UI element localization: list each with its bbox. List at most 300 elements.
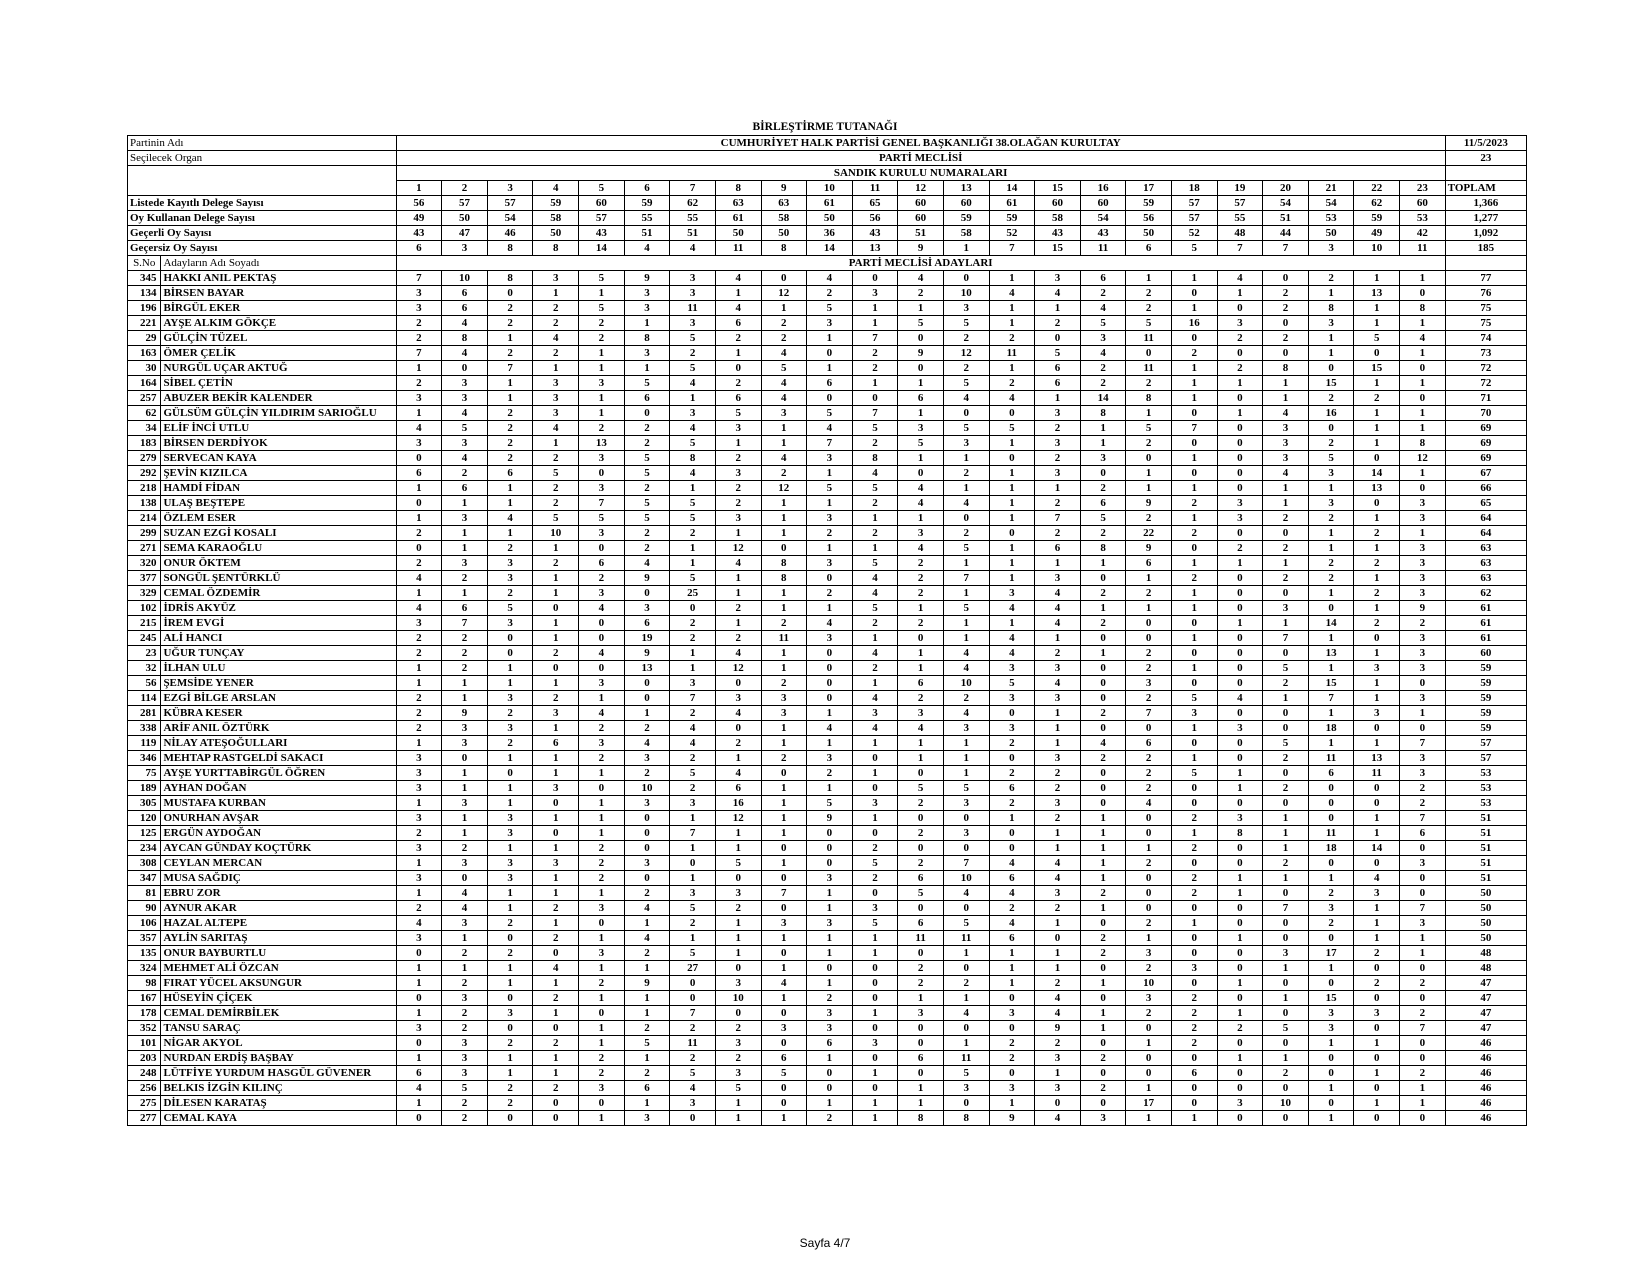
candidate-total: 50 xyxy=(1445,886,1526,901)
vote-count: 3 xyxy=(442,376,488,391)
vote-count: 2 xyxy=(1080,361,1126,376)
candidate-total: 70 xyxy=(1445,406,1526,421)
candidate-total: 71 xyxy=(1445,391,1526,406)
vote-count: 0 xyxy=(533,1021,579,1036)
vote-count: 2 xyxy=(624,526,670,541)
vote-count: 1 xyxy=(989,541,1035,556)
vote-count: 1 xyxy=(442,766,488,781)
vote-count: 2 xyxy=(396,706,442,721)
vote-count: 2 xyxy=(396,556,442,571)
vote-count: 3 xyxy=(1308,316,1354,331)
vote-count: 2 xyxy=(1354,586,1400,601)
candidate-sno: 62 xyxy=(128,406,161,421)
candidate-sno: 30 xyxy=(128,361,161,376)
vote-count: 2 xyxy=(898,796,944,811)
vote-count: 3 xyxy=(670,286,716,301)
vote-count: 4 xyxy=(989,286,1035,301)
vote-count: 1 xyxy=(396,511,442,526)
table-row xyxy=(128,691,1527,706)
vote-count: 2 xyxy=(579,751,625,766)
vote-count: 3 xyxy=(396,766,442,781)
vote-count: 3 xyxy=(1080,331,1126,346)
vote-count: 4 xyxy=(624,736,670,751)
vote-count: 5 xyxy=(943,601,989,616)
vote-count: 2 xyxy=(1217,1021,1263,1036)
vote-count: 1 xyxy=(1035,706,1081,721)
vote-count: 1 xyxy=(487,841,533,856)
vote-count: 1 xyxy=(807,886,853,901)
vote-count: 1 xyxy=(533,631,579,646)
vote-count: 1 xyxy=(396,856,442,871)
vote-count: 5 xyxy=(624,496,670,511)
vote-count: 1 xyxy=(670,391,716,406)
candidate-name: MUSTAFA KURBAN xyxy=(161,796,396,811)
vote-count: 5 xyxy=(670,766,716,781)
vote-count: 1 xyxy=(989,961,1035,976)
vote-count: 1 xyxy=(1400,706,1446,721)
stats-value: 61 xyxy=(807,196,853,211)
vote-count: 0 xyxy=(1354,856,1400,871)
vote-count: 2 xyxy=(487,1081,533,1096)
vote-count: 0 xyxy=(1080,1036,1126,1051)
vote-count: 2 xyxy=(989,901,1035,916)
candidate-name: NİLAY ATEŞOĞULLARI xyxy=(161,736,396,751)
vote-count: 2 xyxy=(442,661,488,676)
vote-count: 0 xyxy=(852,1081,898,1096)
vote-count: 5 xyxy=(533,466,579,481)
vote-count: 2 xyxy=(1171,571,1217,586)
candidate-sno: 56 xyxy=(128,676,161,691)
vote-count: 1 xyxy=(1171,481,1217,496)
candidate-name: NİGAR AKYOL xyxy=(161,1036,396,1051)
stats-value: 57 xyxy=(579,211,625,226)
vote-count: 0 xyxy=(852,751,898,766)
stats-value: 50 xyxy=(761,226,807,241)
candidate-sno: 120 xyxy=(128,811,161,826)
vote-count: 5 xyxy=(761,1066,807,1081)
vote-count: 0 xyxy=(579,661,625,676)
vote-count: 3 xyxy=(761,691,807,706)
vote-count: 0 xyxy=(1217,586,1263,601)
candidate-name: HÜSEYİN ÇİÇEK xyxy=(161,991,396,1006)
vote-count: 5 xyxy=(943,781,989,796)
vote-count: 1 xyxy=(1171,301,1217,316)
vote-count: 1 xyxy=(898,451,944,466)
stats-value: 10 xyxy=(1354,241,1400,256)
vote-count: 2 xyxy=(943,331,989,346)
vote-count: 5 xyxy=(1263,661,1309,676)
candidate-total: 47 xyxy=(1445,1006,1526,1021)
vote-count: 2 xyxy=(852,361,898,376)
candidate-total: 63 xyxy=(1445,571,1526,586)
vote-count: 1 xyxy=(396,1051,442,1066)
stats-value: 58 xyxy=(761,211,807,226)
vote-count: 3 xyxy=(807,511,853,526)
vote-count: 0 xyxy=(1126,346,1172,361)
stats-value: 60 xyxy=(898,196,944,211)
vote-count: 2 xyxy=(579,571,625,586)
vote-count: 2 xyxy=(1126,586,1172,601)
vote-count: 8 xyxy=(1263,361,1309,376)
vote-count: 5 xyxy=(715,406,761,421)
vote-count: 1 xyxy=(761,301,807,316)
vote-count: 2 xyxy=(852,871,898,886)
ballot-number: 3 xyxy=(487,181,533,196)
vote-count: 5 xyxy=(1354,331,1400,346)
vote-count: 3 xyxy=(898,526,944,541)
vote-count: 2 xyxy=(898,826,944,841)
vote-count: 4 xyxy=(761,391,807,406)
vote-count: 4 xyxy=(943,1006,989,1021)
vote-count: 2 xyxy=(670,751,716,766)
vote-count: 2 xyxy=(715,901,761,916)
vote-count: 1 xyxy=(761,661,807,676)
vote-count: 1 xyxy=(1217,286,1263,301)
candidate-name: HAKKI ANIL PEKTAŞ xyxy=(161,271,396,286)
candidate-sno: 299 xyxy=(128,526,161,541)
vote-count: 2 xyxy=(1400,616,1446,631)
candidate-total: 48 xyxy=(1445,961,1526,976)
stats-value: 43 xyxy=(1080,226,1126,241)
vote-count: 1 xyxy=(1171,391,1217,406)
stats-value: 59 xyxy=(1126,196,1172,211)
vote-count: 0 xyxy=(1080,571,1126,586)
vote-count: 2 xyxy=(1263,571,1309,586)
candidate-sno: 90 xyxy=(128,901,161,916)
stats-value: 61 xyxy=(715,211,761,226)
vote-count: 1 xyxy=(533,721,579,736)
vote-count: 1 xyxy=(1354,301,1400,316)
vote-count: 0 xyxy=(624,676,670,691)
vote-count: 1 xyxy=(1080,436,1126,451)
vote-count: 8 xyxy=(1126,391,1172,406)
vote-count: 2 xyxy=(1217,331,1263,346)
vote-count: 0 xyxy=(1171,796,1217,811)
vote-count: 8 xyxy=(1080,541,1126,556)
vote-count: 1 xyxy=(1400,526,1446,541)
vote-count: 2 xyxy=(442,1096,488,1111)
vote-count: 3 xyxy=(1308,466,1354,481)
vote-count: 0 xyxy=(1217,901,1263,916)
vote-count: 2 xyxy=(1217,541,1263,556)
vote-count: 5 xyxy=(624,466,670,481)
vote-count: 2 xyxy=(761,466,807,481)
vote-count: 2 xyxy=(396,316,442,331)
vote-count: 0 xyxy=(943,811,989,826)
vote-count: 1 xyxy=(1035,1066,1081,1081)
vote-count: 1 xyxy=(1171,511,1217,526)
vote-count: 2 xyxy=(1126,916,1172,931)
stats-value: 43 xyxy=(396,226,442,241)
vote-count: 0 xyxy=(761,901,807,916)
vote-count: 0 xyxy=(579,781,625,796)
vote-count: 1 xyxy=(1354,691,1400,706)
vote-count: 5 xyxy=(579,301,625,316)
candidate-sno: 357 xyxy=(128,931,161,946)
vote-count: 0 xyxy=(1263,646,1309,661)
vote-count: 0 xyxy=(1308,1066,1354,1081)
vote-count: 0 xyxy=(943,271,989,286)
candidate-total: 53 xyxy=(1445,781,1526,796)
vote-count: 0 xyxy=(533,946,579,961)
vote-count: 2 xyxy=(1263,751,1309,766)
candidate-sno: 125 xyxy=(128,826,161,841)
vote-count: 1 xyxy=(1400,946,1446,961)
vote-count: 2 xyxy=(1126,436,1172,451)
vote-count: 3 xyxy=(624,1111,670,1126)
vote-count: 2 xyxy=(1354,976,1400,991)
stats-value: 60 xyxy=(898,211,944,226)
vote-count: 0 xyxy=(1171,406,1217,421)
vote-count: 2 xyxy=(1400,781,1446,796)
vote-count: 1 xyxy=(396,886,442,901)
vote-count: 0 xyxy=(943,961,989,976)
organ-name: PARTİ MECLİSİ xyxy=(396,151,1445,166)
stats-label: Geçerli Oy Sayısı xyxy=(128,226,397,241)
vote-count: 2 xyxy=(1400,796,1446,811)
vote-count: 0 xyxy=(1126,826,1172,841)
candidate-name: CEMAL ÖZDEMİR xyxy=(161,586,396,601)
vote-count: 0 xyxy=(579,916,625,931)
vote-count: 0 xyxy=(1126,1021,1172,1036)
vote-count: 2 xyxy=(1035,316,1081,331)
vote-count: 1 xyxy=(1263,826,1309,841)
vote-count: 2 xyxy=(487,451,533,466)
vote-count: 1 xyxy=(852,631,898,646)
vote-count: 2 xyxy=(396,646,442,661)
vote-count: 2 xyxy=(715,496,761,511)
vote-count: 0 xyxy=(487,286,533,301)
vote-count: 4 xyxy=(761,451,807,466)
candidate-sno: 305 xyxy=(128,796,161,811)
vote-count: 3 xyxy=(579,946,625,961)
vote-count: 3 xyxy=(1354,706,1400,721)
vote-count: 3 xyxy=(579,526,625,541)
vote-count: 0 xyxy=(761,1006,807,1021)
vote-count: 1 xyxy=(624,1006,670,1021)
vote-count: 3 xyxy=(1400,586,1446,601)
vote-count: 4 xyxy=(670,421,716,436)
vote-count: 0 xyxy=(807,676,853,691)
candidate-name: HAZAL ALTEPE xyxy=(161,916,396,931)
vote-count: 1 xyxy=(1126,406,1172,421)
stats-value: 50 xyxy=(533,226,579,241)
vote-count: 5 xyxy=(852,556,898,571)
stats-value: 51 xyxy=(1263,211,1309,226)
vote-count: 2 xyxy=(1035,1036,1081,1051)
vote-count: 2 xyxy=(1035,526,1081,541)
vote-count: 2 xyxy=(442,571,488,586)
vote-count: 2 xyxy=(1035,646,1081,661)
vote-count: 1 xyxy=(852,931,898,946)
vote-count: 1 xyxy=(1354,316,1400,331)
vote-count: 1 xyxy=(1354,601,1400,616)
table-row xyxy=(128,871,1527,886)
candidate-total: 46 xyxy=(1445,1036,1526,1051)
vote-count: 6 xyxy=(1400,826,1446,841)
vote-count: 1 xyxy=(852,541,898,556)
candidate-sno: 215 xyxy=(128,616,161,631)
vote-count: 2 xyxy=(1171,1021,1217,1036)
vote-count: 5 xyxy=(1126,316,1172,331)
vote-count: 13 xyxy=(1308,646,1354,661)
vote-count: 0 xyxy=(1308,361,1354,376)
vote-count: 0 xyxy=(807,661,853,676)
vote-count: 1 xyxy=(1080,1021,1126,1036)
vote-count: 1 xyxy=(1217,886,1263,901)
vote-count: 4 xyxy=(1035,871,1081,886)
vote-count: 5 xyxy=(624,376,670,391)
vote-count: 2 xyxy=(442,976,488,991)
vote-count: 1 xyxy=(579,766,625,781)
vote-count: 5 xyxy=(852,856,898,871)
vote-count: 2 xyxy=(1126,661,1172,676)
vote-count: 6 xyxy=(715,391,761,406)
stats-value: 49 xyxy=(396,211,442,226)
candidate-sno: 338 xyxy=(128,721,161,736)
vote-count: 2 xyxy=(533,346,579,361)
vote-count: 3 xyxy=(989,586,1035,601)
vote-count: 2 xyxy=(396,691,442,706)
stats-value: 4 xyxy=(670,241,716,256)
vote-count: 1 xyxy=(943,1036,989,1051)
vote-count: 1 xyxy=(761,421,807,436)
vote-count: 2 xyxy=(624,421,670,436)
vote-count: 1 xyxy=(1217,781,1263,796)
vote-count: 1 xyxy=(1354,1066,1400,1081)
vote-count: 22 xyxy=(1126,526,1172,541)
vote-count: 0 xyxy=(487,931,533,946)
vote-count: 3 xyxy=(670,886,716,901)
vote-count: 2 xyxy=(1308,886,1354,901)
vote-count: 0 xyxy=(1171,1051,1217,1066)
vote-count: 3 xyxy=(1035,1081,1081,1096)
candidate-name: UĞUR TUNÇAY xyxy=(161,646,396,661)
vote-count: 0 xyxy=(1217,916,1263,931)
vote-count: 0 xyxy=(989,706,1035,721)
vote-count: 0 xyxy=(487,1021,533,1036)
vote-count: 3 xyxy=(1308,1006,1354,1021)
vote-count: 3 xyxy=(487,571,533,586)
vote-count: 2 xyxy=(1080,481,1126,496)
vote-count: 0 xyxy=(1217,856,1263,871)
vote-count: 4 xyxy=(1080,736,1126,751)
vote-count: 0 xyxy=(624,871,670,886)
table-row xyxy=(128,526,1527,541)
vote-count: 0 xyxy=(1217,601,1263,616)
vote-count: 1 xyxy=(1080,556,1126,571)
vote-count: 11 xyxy=(943,931,989,946)
vote-count: 0 xyxy=(533,826,579,841)
vote-count: 4 xyxy=(442,451,488,466)
vote-count: 1 xyxy=(1354,511,1400,526)
vote-count: 4 xyxy=(807,616,853,631)
stats-section xyxy=(128,196,1527,256)
vote-count: 1 xyxy=(1308,346,1354,361)
vote-count: 8 xyxy=(852,451,898,466)
vote-count: 2 xyxy=(898,976,944,991)
candidate-header-row xyxy=(128,256,1527,271)
vote-count: 12 xyxy=(715,661,761,676)
vote-count: 4 xyxy=(989,886,1035,901)
vote-count: 0 xyxy=(898,1066,944,1081)
vote-count: 1 xyxy=(852,511,898,526)
vote-count: 1 xyxy=(898,406,944,421)
vote-count: 0 xyxy=(1400,841,1446,856)
vote-count: 1 xyxy=(1035,946,1081,961)
vote-count: 4 xyxy=(852,586,898,601)
vote-count: 4 xyxy=(442,346,488,361)
candidate-total: 66 xyxy=(1445,481,1526,496)
stats-value: 50 xyxy=(442,211,488,226)
vote-count: 0 xyxy=(1171,976,1217,991)
vote-count: 1 xyxy=(579,406,625,421)
vote-count: 3 xyxy=(1171,961,1217,976)
vote-count: 3 xyxy=(1263,421,1309,436)
vote-count: 2 xyxy=(670,631,716,646)
vote-count: 0 xyxy=(1308,1051,1354,1066)
vote-count: 1 xyxy=(1400,931,1446,946)
vote-count: 0 xyxy=(1217,526,1263,541)
stats-value: 60 xyxy=(579,196,625,211)
table-row xyxy=(128,406,1527,421)
vote-count: 1 xyxy=(807,781,853,796)
stats-value: 56 xyxy=(396,196,442,211)
stats-value: 14 xyxy=(579,241,625,256)
vote-count: 6 xyxy=(624,1081,670,1096)
candidates-section-header: PARTİ MECLİSİ ADAYLARI xyxy=(396,256,1445,271)
vote-count: 0 xyxy=(1400,1036,1446,1051)
vote-count: 4 xyxy=(396,421,442,436)
vote-count: 2 xyxy=(1308,916,1354,931)
vote-count: 0 xyxy=(579,1096,625,1111)
vote-count: 8 xyxy=(1308,301,1354,316)
vote-count: 5 xyxy=(1171,691,1217,706)
vote-count: 1 xyxy=(579,691,625,706)
vote-count: 2 xyxy=(715,481,761,496)
vote-count: 1 xyxy=(1400,421,1446,436)
vote-count: 0 xyxy=(1263,706,1309,721)
vote-count: 5 xyxy=(487,601,533,616)
vote-count: 11 xyxy=(943,1051,989,1066)
vote-count: 3 xyxy=(1400,916,1446,931)
vote-count: 0 xyxy=(1080,676,1126,691)
vote-count: 0 xyxy=(1354,781,1400,796)
vote-count: 9 xyxy=(624,571,670,586)
stats-value: 50 xyxy=(807,211,853,226)
vote-count: 5 xyxy=(670,571,716,586)
vote-count: 2 xyxy=(943,466,989,481)
vote-count: 0 xyxy=(1126,886,1172,901)
vote-count: 0 xyxy=(624,406,670,421)
vote-count: 3 xyxy=(1217,811,1263,826)
vote-count: 0 xyxy=(1263,931,1309,946)
vote-count: 6 xyxy=(989,871,1035,886)
vote-count: 2 xyxy=(1217,361,1263,376)
vote-count: 8 xyxy=(761,556,807,571)
vote-count: 0 xyxy=(442,871,488,886)
vote-count: 2 xyxy=(670,916,716,931)
stats-value: 55 xyxy=(1217,211,1263,226)
vote-count: 4 xyxy=(1035,286,1081,301)
vote-count: 1 xyxy=(1080,856,1126,871)
vote-count: 1 xyxy=(396,976,442,991)
vote-count: 7 xyxy=(579,496,625,511)
vote-count: 1 xyxy=(1217,406,1263,421)
vote-count: 0 xyxy=(487,1111,533,1126)
vote-count: 7 xyxy=(670,1006,716,1021)
vote-count: 2 xyxy=(1126,1006,1172,1021)
